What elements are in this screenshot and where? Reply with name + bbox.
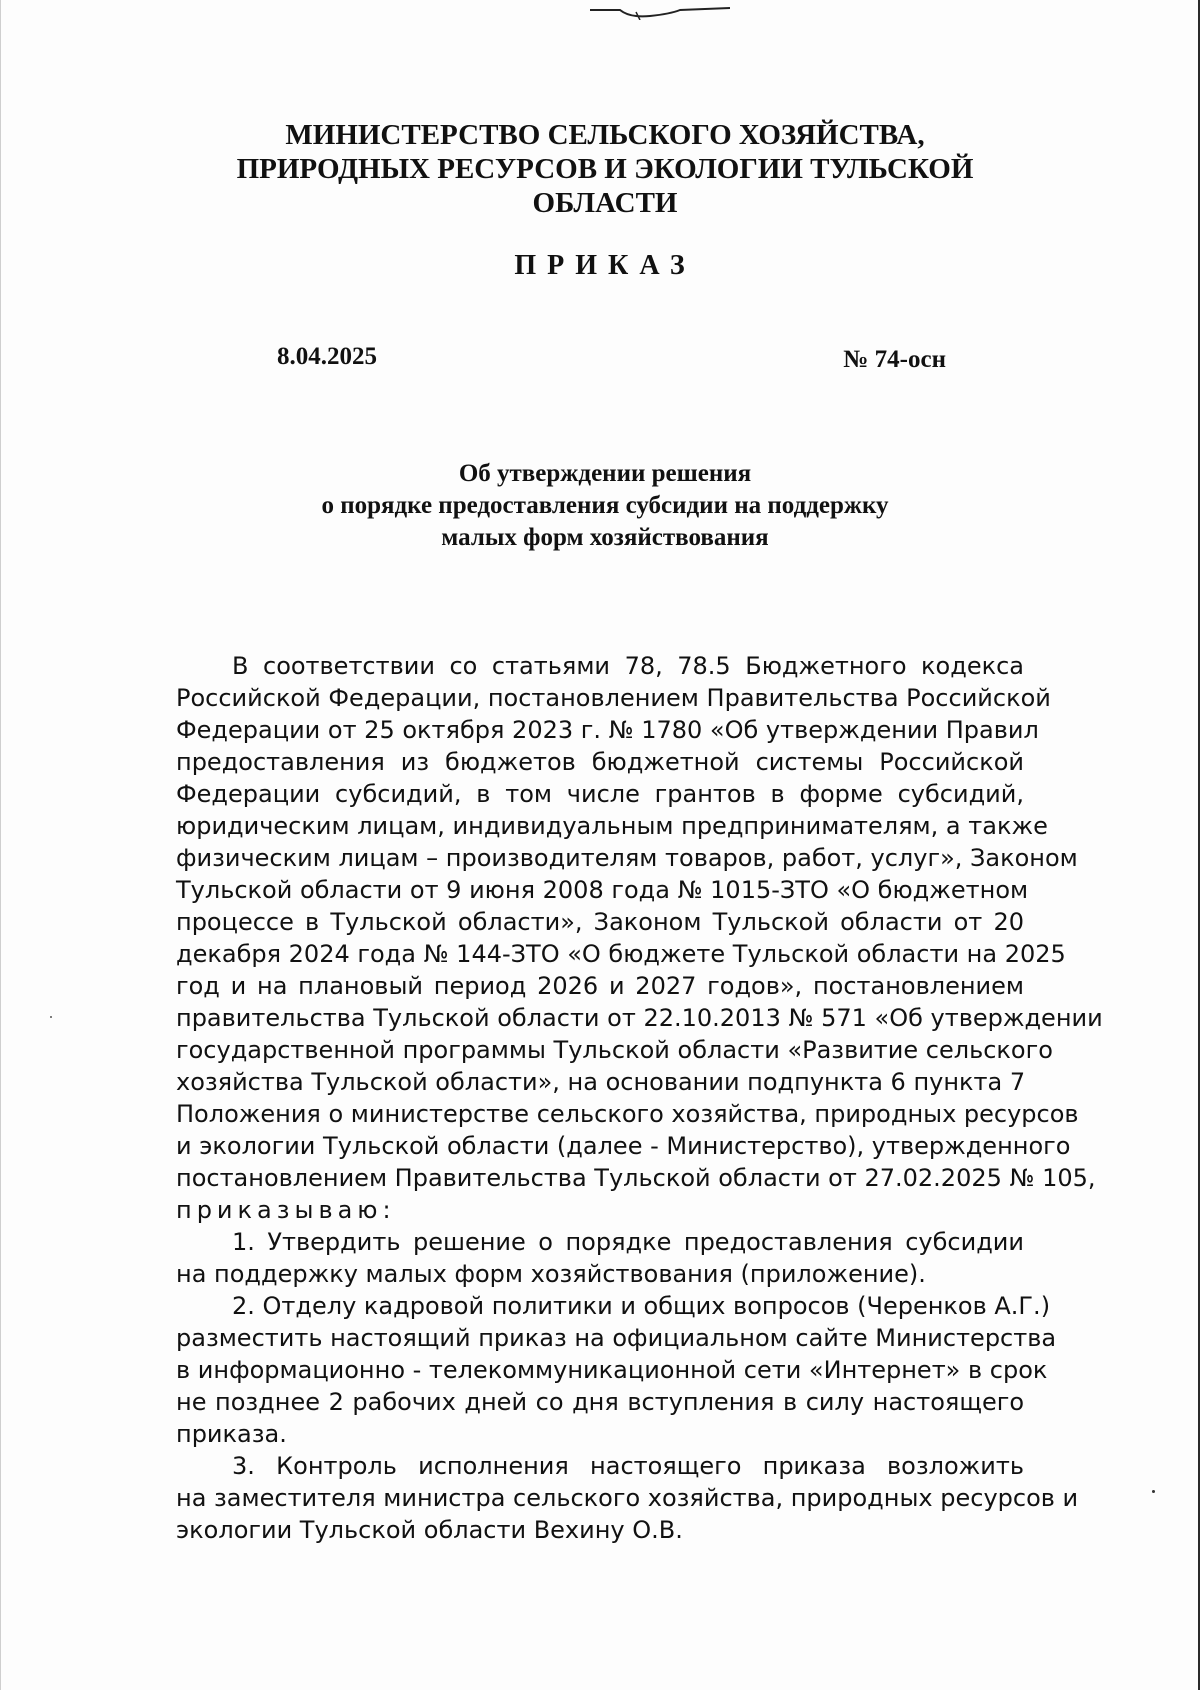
- ministry-title-line: МИНИСТЕРСТВО СЕЛЬСКОГО ХОЗЯЙСТВА,: [285, 119, 925, 151]
- ministry-title-line: ОБЛАСТИ: [532, 187, 678, 219]
- body-line: Тульской области от 9 июня 2008 года № 1015-ЗТО «О бюджетном: [176, 876, 1029, 904]
- document-body: [176, 650, 1103, 1546]
- body-line: год и на плановый период 2026 и 2027 годов», постановлением: [176, 972, 1024, 1000]
- document-subject: [200, 458, 1010, 554]
- body-line: государственной программы Тульской области «Развитие сельского: [176, 1036, 1053, 1064]
- clause-2-line: 2. Отделу кадровой политики и общих вопросов (Черенков А.Г.): [232, 1292, 1051, 1320]
- subject-line: малых форм хозяйствования: [441, 524, 769, 551]
- body-line: физическим лицам – производителям товаров, работ, услуг», Законом: [176, 844, 1078, 872]
- body-line: предоставления из бюджетов бюджетной системы Российской: [176, 748, 1024, 776]
- clause-2-line: не позднее 2 рабочих дней со дня вступления в силу настоящего: [176, 1388, 1024, 1416]
- body-line: Положения о министерстве сельского хозяйства, природных ресурсов: [176, 1100, 1079, 1128]
- clause-3-line: экологии Тульской области Вехину О.В.: [176, 1516, 683, 1544]
- clause-2-line: разместить настоящий приказ на официальном сайте Министерства: [176, 1324, 1057, 1352]
- document-date: 8.04.2025: [277, 343, 377, 370]
- body-line: правительства Тульской области от 22.10.2013 № 571 «Об утверждении: [176, 1004, 1103, 1032]
- body-line: процессе в Тульской области», Законом Тульской области от 20: [176, 908, 1024, 936]
- subject-line: о порядке предоставления субсидии на поддержку: [321, 492, 889, 519]
- page-edge-left: [0, 0, 1, 1690]
- body-line: Федерации от 25 октября 2023 г. № 1780 «Об утверждении Правил: [176, 716, 1039, 744]
- clause-1-line: 1. Утвердить решение о порядке предоставления субсидии: [232, 1228, 1024, 1256]
- ministry-title: [200, 118, 1010, 220]
- clause-3-line: 3. Контроль исполнения настоящего приказа возложить: [232, 1452, 1024, 1480]
- document-number: № 74-осн: [843, 346, 946, 373]
- body-line: и экологии Тульской области (далее - Министерство), утвержденного: [176, 1132, 1071, 1160]
- ministry-title-line: ПРИРОДНЫХ РЕСУРСОВ И ЭКОЛОГИИ ТУЛЬСКОЙ: [236, 153, 974, 185]
- scan-speck: [1152, 1490, 1155, 1493]
- document-type: ПРИКАЗ: [514, 250, 696, 281]
- body-line: Российской Федерации, постановлением Правительства Российской: [176, 684, 1051, 712]
- scan-speck: [50, 1016, 52, 1018]
- body-line: В соответствии со статьями 78, 78.5 Бюджетного кодекса: [232, 652, 1024, 680]
- body-line: постановлением Правительства Тульской области от 27.02.2025 № 105,: [176, 1164, 1096, 1192]
- clause-2-line: приказа.: [176, 1420, 287, 1448]
- body-line: хозяйства Тульской области», на основании подпункта 6 пункта 7: [176, 1068, 1026, 1096]
- clause-1-line: на поддержку малых форм хозяйствования (приложение).: [176, 1260, 926, 1288]
- body-line: Федерации субсидий, в том числе грантов в форме субсидий,: [176, 780, 1024, 808]
- subject-line: Об утверждении решения: [458, 460, 752, 487]
- clause-3-line: на заместителя министра сельского хозяйства, природных ресурсов и: [176, 1484, 1079, 1512]
- body-line-order-word: приказываю:: [176, 1196, 396, 1224]
- body-line: юридическим лицам, индивидуальным предпринимателям, а также: [176, 812, 1048, 840]
- staple-mark-icon: [590, 4, 730, 20]
- body-line: декабря 2024 года № 144-ЗТО «О бюджете Тульской области на 2025: [176, 940, 1066, 968]
- clause-2-line: в информационно - телекоммуникационной сети «Интернет» в срок: [176, 1356, 1048, 1384]
